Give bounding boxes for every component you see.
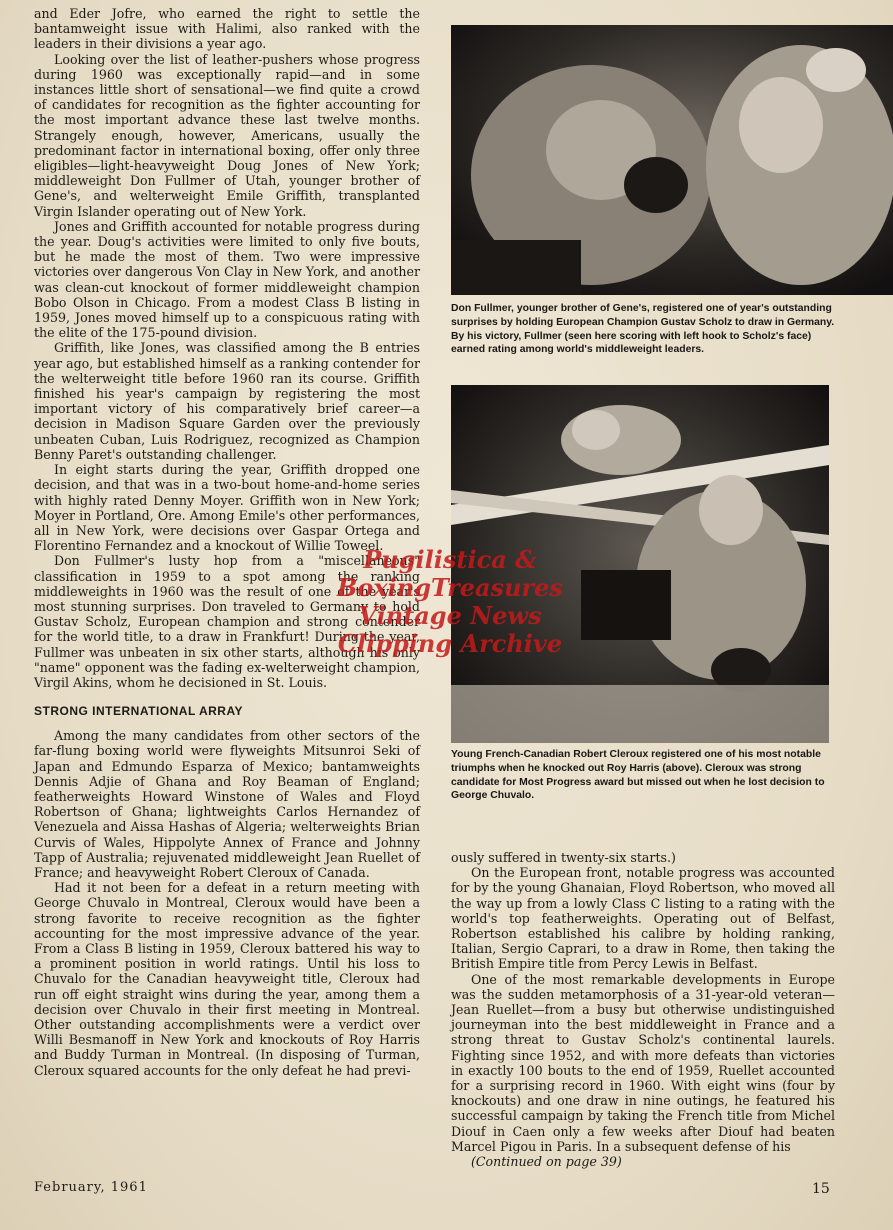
paragraph: Among the many candidates from other sectors of the far-flung boxing world were flyweights Mitsunroi Seki of Japan and Edmundo Esparza of Mexico; bantamweights Dennis Adjie of Ghana and Roy Beaman of England; featherweights Howard Winstone of Wales and Floyd Robertson of Ghana; lightweights Carlos Hernandez of Venezuela and Aissa Hashas of Algeria; welterweights Brian Curvis of Wales, Hippolyte Annex of France and Johnny Tapp of Australia; rejuvenated middleweight Jean Ruellet of France; and heavyweight Robert Cleroux of Canada. <box>34 728 420 880</box>
left-column <box>34 6 420 1078</box>
paragraph: One of the most remarkable developments in Europe was the sudden metamorphosis of a 31-year-old veteran—Jean Ruellet—from a busy but otherwise undistinguished journeyman into the best middleweight in France and a strong threat to Gustav Scholz's continental laurels. Fighting since 1952, and with more defeats than victories in exactly 100 bouts to the end of 1959, Ruellet accounted for a surprising record in 1960. With eight wins (four by knockouts) and one draw in nine outings, he featured his successful campaign by taking the French title from Michel Diouf in Caen only a few weeks after Diouf had beaten Marcel Pigou in Paris. In a subsequent defense of his <box>451 971 835 1154</box>
paragraph: On the European front, notable progress was accounted for by the young Ghanaian, Floyd Robertson, who moved all the way up from a lowly Class C listing to a rating with the world's top featherweights. Operating out of Belfast, Robertson established his calibre by holding ranking, Italian, Sergio Caprari, to a draw in Rome, then taking the British Empire title from Percy Lewis in Belfast. <box>451 865 835 972</box>
paragraph: Don Fullmer's lusty hop from a "miscellaneous" classification in 1959 to a spot among the ranking middleweights in 1960 was the result of one of the year's most stunning surprises. Don traveled to Germany to hold Gustav Scholz, European champion and strong contender for the world title, to a draw in Frankfurt! During the year, Fullmer was unbeaten in six other starts, although his only "name" opponent was the fading ex-welterweight champion, Virgil Akins, whom he decisioned in St. Louis. <box>34 553 420 690</box>
issue-date: February, 1961 <box>34 1180 148 1195</box>
photo-illustration <box>451 25 893 295</box>
watermark-line: BoxingTreasures <box>337 573 563 602</box>
right-column <box>451 850 835 1169</box>
boxing-photo-cleroux-harris <box>451 385 829 743</box>
paragraph: and Eder Jofre, who earned the right to settle the bantamweight issue with Halimi, also ranked with the leaders in their divisions a year ago. <box>34 6 420 52</box>
paragraph: Griffith, like Jones, was classified among the B entries year ago, but established himself as a ranking contender for the welterweight title before 1960 ran its course. Griffith finished his year's campaign by registering the most important victory of his comparatively brief career—a decision in Madison Square Garden over the previously unbeaten Cuban, Luis Rodriguez, recognized as Champion Benny Paret's outstanding challenger. <box>34 340 421 462</box>
watermark-line: Vintage News <box>358 601 542 630</box>
photo-caption: Don Fullmer, younger brother of Gene's, registered one of year's outstanding surprises by holding European Champion Gustav Scholz to draw in Germany. By his victory, Fullmer (seen here scoring with left hook to Scholz's face) earned rating among world's middleweight leaders. <box>451 303 835 356</box>
paragraph: Had it not been for a defeat in a return meeting with George Chuvalo in Montreal, Cleroux would have been a strong favorite to receive recognition as the fighter accounting for the most impressive advance of the year. From a Class B listing in 1959, Cleroux battered his way to a prominent position in world ratings. Until his loss to Chuvalo for the Canadian heavyweight title, Cleroux had run off eight straight wins during the year, among them a decision over Chuvalo in their first meeting in Montreal. Other outstanding accomplishments were a verdict over Willi Besmanoff in New York and knockouts of Roy Harris and Buddy Turman in Montreal. (In disposing of Turman, Cleroux squared accounts for the only defeat he had previ- <box>34 880 420 1078</box>
paragraph: Jones and Griffith accounted for notable progress during the year. Doug's activities were limited to only five bouts, but he made the most of them. Two were impressive victories over dangerous Von Clay in New York, and another was clean-cut knockout of former middleweight champion Bobo Olson in Chicago. From a modest Class B listing in 1959, Jones moved himself up to a conspicuous rating with the elite of the 175-pound division. <box>34 218 420 341</box>
photo-illustration <box>451 385 829 743</box>
section-heading: STRONG INTERNATIONAL ARRAY <box>34 704 244 719</box>
photo-caption: Young French-Canadian Robert Cleroux registered one of his most notable triumphs when he knocked out Roy Harris (above). Cleroux was strong candidate for Most Progress award but missed out when he lost decision to George Chuvalo. <box>451 749 825 802</box>
boxing-photo-fullmer-scholz <box>451 25 893 295</box>
paragraph: In eight starts during the year, Griffith dropped one decision, and that was in a two-bout home-and-home series with highly rated Denny Moyer. Griffith won in New York; Moyer in Portland, Ore. Among Emile's other performances, all in New York, were decisions over Gaspar Ortega and Florentino Fernandez and a knockout of Willie Toweel. <box>34 462 420 554</box>
watermark-line: Pugilistica & <box>363 545 537 574</box>
continued-note: (Continued on page 39) <box>471 1154 622 1170</box>
paragraph: ously suffered in twenty-six starts.) <box>451 850 676 865</box>
watermark-line: Clipping Archive <box>337 629 563 658</box>
page-number: 15 <box>812 1181 830 1197</box>
paragraph: Looking over the list of leather-pushers whose progress during 1960 was exceptionally rapid—and in some instances little short of sensational—we find quite a crowd of candidates for recognition as the fighter accounting for the most important advance these last twelve months. Strangely enough, however, Americans, usually the predominant factor in international boxing, offer only three eligibles—light-heavyweight Doug Jones of New York; middleweight Don Fullmer of Utah, younger brother of Gene's, and welterweight Emile Griffith, transplanted Virgin Islander operating out of New York. <box>34 51 420 219</box>
